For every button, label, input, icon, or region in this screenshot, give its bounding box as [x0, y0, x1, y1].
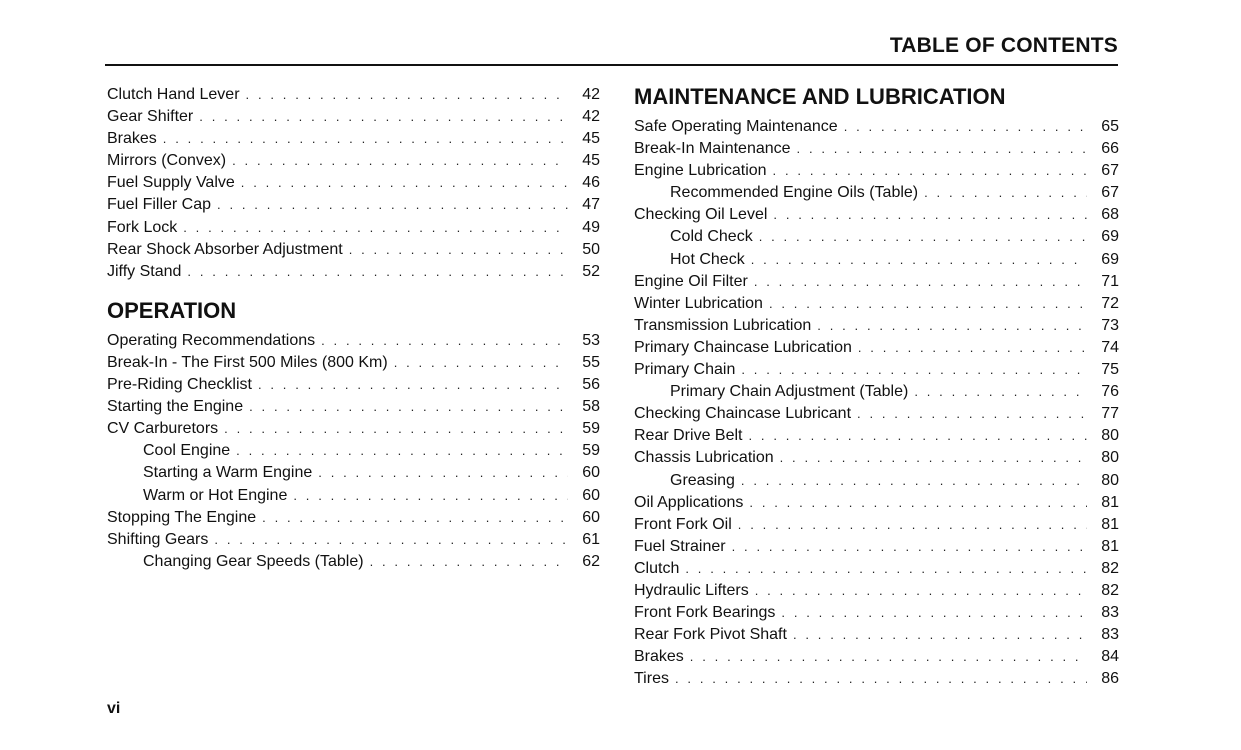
toc-entry-page: 55 — [582, 353, 600, 371]
toc-entry-label: Greasing — [670, 471, 735, 489]
toc-entry[interactable] — [107, 239, 600, 261]
dot-leader — [749, 492, 1087, 514]
toc-entry[interactable] — [634, 337, 1119, 359]
toc-entry-label: Hot Check — [670, 250, 745, 268]
toc-entry-label: Hydraulic Lifters — [634, 581, 749, 599]
toc-entry-label: Starting the Engine — [107, 398, 244, 416]
toc-entry-label: Stopping The Engine — [107, 508, 257, 526]
toc-entry-page: 45 — [582, 152, 600, 170]
toc-entry[interactable] — [634, 580, 1119, 602]
toc-entry-page: 80 — [1101, 449, 1119, 467]
dot-leader — [738, 514, 1087, 536]
dot-leader — [924, 182, 1087, 204]
toc-entry[interactable] — [634, 271, 1119, 293]
dot-leader — [246, 84, 568, 106]
dot-leader — [236, 440, 568, 462]
toc-entry[interactable] — [107, 507, 600, 529]
toc-entry-label: Pre-Riding Checklist — [107, 376, 252, 394]
dot-leader — [781, 602, 1087, 624]
toc-entry-page: 84 — [1101, 648, 1119, 666]
toc-entry-label: Starting a Warm Engine — [143, 464, 313, 482]
toc-entry-page: 42 — [582, 108, 600, 126]
toc-entry[interactable] — [634, 403, 1119, 425]
toc-entry-page: 73 — [1101, 316, 1119, 334]
toc-list-maintenance — [634, 116, 1119, 690]
dot-leader — [370, 551, 568, 573]
toc-entry-page: 53 — [582, 331, 600, 349]
toc-entry[interactable] — [107, 396, 600, 418]
toc-entry-label: Fork Lock — [107, 218, 178, 236]
toc-entry-page: 61 — [582, 530, 600, 548]
section-title-maintenance: MAINTENANCE AND LUBRICATION — [634, 84, 1006, 109]
toc-entry-page: 62 — [582, 552, 600, 570]
dot-leader — [797, 138, 1087, 160]
dot-leader — [748, 425, 1087, 447]
toc-subentry[interactable] — [634, 470, 1119, 492]
dot-leader — [741, 470, 1087, 492]
toc-entry-label: Changing Gear Speeds (Table) — [143, 552, 364, 570]
dot-leader — [759, 226, 1087, 248]
toc-entry-page: 81 — [1101, 515, 1119, 533]
toc-subentry[interactable] — [634, 249, 1119, 271]
toc-subentry[interactable] — [107, 440, 600, 462]
page-header-title: TABLE OF CONTENTS — [889, 34, 1118, 57]
toc-entry[interactable] — [107, 330, 600, 352]
toc-entry[interactable] — [107, 194, 600, 216]
dot-leader — [217, 194, 568, 216]
toc-entry[interactable] — [107, 374, 600, 396]
toc-entry-label: Recommended Engine Oils (Table) — [670, 184, 919, 202]
toc-entry-page: 75 — [1101, 361, 1119, 379]
toc-entry[interactable] — [107, 217, 600, 239]
dot-leader — [249, 396, 568, 418]
toc-entry-label: Primary Chain Adjustment (Table) — [670, 383, 909, 401]
dot-leader — [214, 529, 568, 551]
toc-entry-label: Clutch — [634, 559, 680, 577]
toc-entry-label: Warm or Hot Engine — [143, 486, 288, 504]
toc-entry-page: 66 — [1101, 140, 1119, 158]
dot-leader — [769, 293, 1087, 315]
toc-entry-label: Primary Chaincase Lubrication — [634, 338, 852, 356]
dot-leader — [224, 418, 568, 440]
toc-entry-page: 81 — [1101, 493, 1119, 511]
toc-entry[interactable] — [634, 602, 1119, 624]
toc-entry-page: 68 — [1101, 206, 1119, 224]
toc-entry-page: 72 — [1101, 294, 1119, 312]
toc-entry[interactable] — [634, 447, 1119, 469]
toc-entry-page: 86 — [1101, 670, 1119, 688]
toc-entry-page: 76 — [1101, 383, 1119, 401]
toc-entry-label: Checking Chaincase Lubricant — [634, 405, 852, 423]
dot-leader — [857, 403, 1087, 425]
toc-entry-page: 46 — [582, 174, 600, 192]
toc-entry[interactable] — [107, 352, 600, 374]
toc-entry[interactable] — [634, 624, 1119, 646]
toc-entry-page: 80 — [1101, 427, 1119, 445]
dot-leader — [199, 106, 568, 128]
toc-entry-page: 69 — [1101, 228, 1119, 246]
toc-entry[interactable] — [107, 529, 600, 551]
dot-leader — [793, 624, 1087, 646]
toc-entry[interactable] — [107, 84, 600, 106]
toc-entry-label: Chassis Lubrication — [634, 449, 774, 467]
toc-entry-page: 60 — [582, 508, 600, 526]
toc-left-column — [107, 84, 600, 573]
toc-entry[interactable] — [634, 536, 1119, 558]
toc-entry-page: 58 — [582, 398, 600, 416]
toc-entry-label: Engine Oil Filter — [634, 272, 748, 290]
toc-subentry[interactable] — [634, 182, 1119, 204]
dot-leader — [690, 646, 1087, 668]
toc-entry-label: Fuel Filler Cap — [107, 196, 212, 214]
toc-entry-page: 83 — [1101, 604, 1119, 622]
toc-entry-label: Transmission Lubrication — [634, 316, 812, 334]
dot-leader — [232, 150, 568, 172]
toc-entry-label: Winter Lubrication — [634, 294, 763, 312]
toc-entry-label: Front Fork Oil — [634, 515, 732, 533]
toc-subentry[interactable] — [107, 551, 600, 573]
toc-entry[interactable] — [107, 128, 600, 150]
toc-entry-label: Cool Engine — [143, 442, 231, 460]
toc-entry-page: 65 — [1101, 118, 1119, 135]
toc-entry[interactable] — [107, 150, 600, 172]
toc-entry-page: 67 — [1101, 184, 1119, 202]
toc-entry-page: 60 — [582, 464, 600, 482]
toc-right-column — [634, 84, 1119, 690]
toc-subentry[interactable] — [634, 226, 1119, 248]
toc-entry[interactable] — [634, 425, 1119, 447]
page-number: vi — [107, 700, 121, 717]
toc-entry-page: 82 — [1101, 559, 1119, 577]
toc-entry-label: Operating Recommendations — [107, 331, 316, 349]
dot-leader — [394, 352, 568, 374]
toc-subentry[interactable] — [634, 381, 1119, 403]
toc-entry-page: 59 — [582, 442, 600, 460]
toc-entry[interactable] — [634, 514, 1119, 536]
toc-entry-label: Break-In - The First 500 Miles (800 Km) — [107, 353, 388, 371]
toc-entry[interactable] — [634, 138, 1119, 160]
dot-leader — [773, 204, 1087, 226]
dot-leader — [755, 580, 1087, 602]
toc-entry-page: 59 — [582, 420, 600, 438]
toc-entry-page: 56 — [582, 376, 600, 394]
dot-leader — [780, 447, 1087, 469]
toc-entry-label: Primary Chain — [634, 361, 736, 379]
toc-entry-label: Safe Operating Maintenance — [634, 118, 838, 135]
toc-entry-label: Jiffy Stand — [107, 262, 182, 280]
toc-entry[interactable] — [634, 646, 1119, 668]
toc-entry-label: Cold Check — [670, 228, 753, 246]
toc-list-left-top — [107, 84, 600, 283]
dot-leader — [685, 558, 1087, 580]
toc-entry[interactable] — [634, 558, 1119, 580]
toc-entry-page: 71 — [1101, 272, 1119, 290]
toc-entry-label: Front Fork Bearings — [634, 604, 776, 622]
dot-leader — [754, 271, 1087, 293]
toc-entry[interactable] — [107, 261, 600, 283]
dot-leader — [844, 116, 1087, 138]
dot-leader — [914, 381, 1087, 403]
dot-leader — [241, 172, 568, 194]
toc-entry[interactable] — [107, 172, 600, 194]
toc-entry[interactable] — [634, 359, 1119, 381]
toc-entry-label: Fuel Supply Valve — [107, 174, 235, 192]
toc-entry-label: Rear Drive Belt — [634, 427, 743, 445]
toc-entry-label: Rear Fork Pivot Shaft — [634, 626, 787, 644]
toc-subentry[interactable] — [107, 462, 600, 484]
toc-entry-page: 77 — [1101, 405, 1119, 423]
dot-leader — [741, 359, 1087, 381]
toc-entry-label: Mirrors (Convex) — [107, 152, 227, 170]
toc-entry[interactable] — [634, 293, 1119, 315]
dot-leader — [258, 374, 568, 396]
dot-leader — [751, 249, 1087, 271]
dot-leader — [163, 128, 568, 150]
toc-entry-label: CV Carburetors — [107, 420, 219, 438]
toc-entry-page: 47 — [582, 196, 600, 214]
dot-leader — [183, 217, 568, 239]
toc-entry-page: 49 — [582, 218, 600, 236]
toc-entry[interactable] — [634, 492, 1119, 514]
toc-entry-label: Checking Oil Level — [634, 206, 768, 224]
dot-leader — [817, 315, 1087, 337]
dot-leader — [187, 261, 568, 283]
toc-entry-label: Brakes — [634, 648, 684, 666]
toc-entry[interactable] — [107, 106, 600, 128]
toc-entry-page: 42 — [582, 86, 600, 103]
toc-entry-page: 82 — [1101, 581, 1119, 599]
toc-entry-label: Engine Lubrication — [634, 162, 767, 180]
dot-leader — [321, 330, 568, 352]
toc-entry[interactable] — [634, 315, 1119, 337]
toc-entry-label: Clutch Hand Lever — [107, 86, 240, 103]
toc-entry-page: 52 — [582, 262, 600, 280]
toc-entry[interactable] — [634, 204, 1119, 226]
dot-leader — [675, 668, 1087, 690]
toc-entry-label: Shifting Gears — [107, 530, 209, 548]
toc-entry-page: 45 — [582, 130, 600, 148]
toc-entry-label: Brakes — [107, 130, 157, 148]
toc-entry-page: 50 — [582, 240, 600, 258]
toc-entry-label: Break-In Maintenance — [634, 140, 791, 158]
header-divider — [105, 64, 1118, 66]
toc-entry-page: 80 — [1101, 471, 1119, 489]
toc-entry-page: 83 — [1101, 626, 1119, 644]
toc-entry-label: Rear Shock Absorber Adjustment — [107, 240, 343, 258]
dot-leader — [262, 507, 568, 529]
dot-leader — [293, 485, 568, 507]
toc-entry-page: 74 — [1101, 338, 1119, 356]
toc-entry-page: 69 — [1101, 250, 1119, 268]
dot-leader — [773, 160, 1087, 182]
toc-entry-page: 67 — [1101, 162, 1119, 180]
dot-leader — [732, 536, 1087, 558]
toc-entry-label: Gear Shifter — [107, 108, 194, 126]
section-title-operation: OPERATION — [107, 297, 237, 323]
toc-entry-label: Fuel Strainer — [634, 537, 726, 555]
toc-entry-page: 60 — [582, 486, 600, 504]
toc-entry[interactable] — [634, 116, 1119, 138]
toc-entry[interactable] — [634, 160, 1119, 182]
toc-entry-label: Oil Applications — [634, 493, 744, 511]
toc-entry-page: 81 — [1101, 537, 1119, 555]
dot-leader — [858, 337, 1087, 359]
toc-entry-label: Tires — [634, 670, 669, 688]
toc-list-operation — [107, 330, 600, 573]
toc-subentry[interactable] — [107, 485, 600, 507]
dot-leader — [318, 462, 568, 484]
toc-entry[interactable] — [107, 418, 600, 440]
toc-entry[interactable] — [634, 668, 1119, 690]
dot-leader — [349, 239, 568, 261]
